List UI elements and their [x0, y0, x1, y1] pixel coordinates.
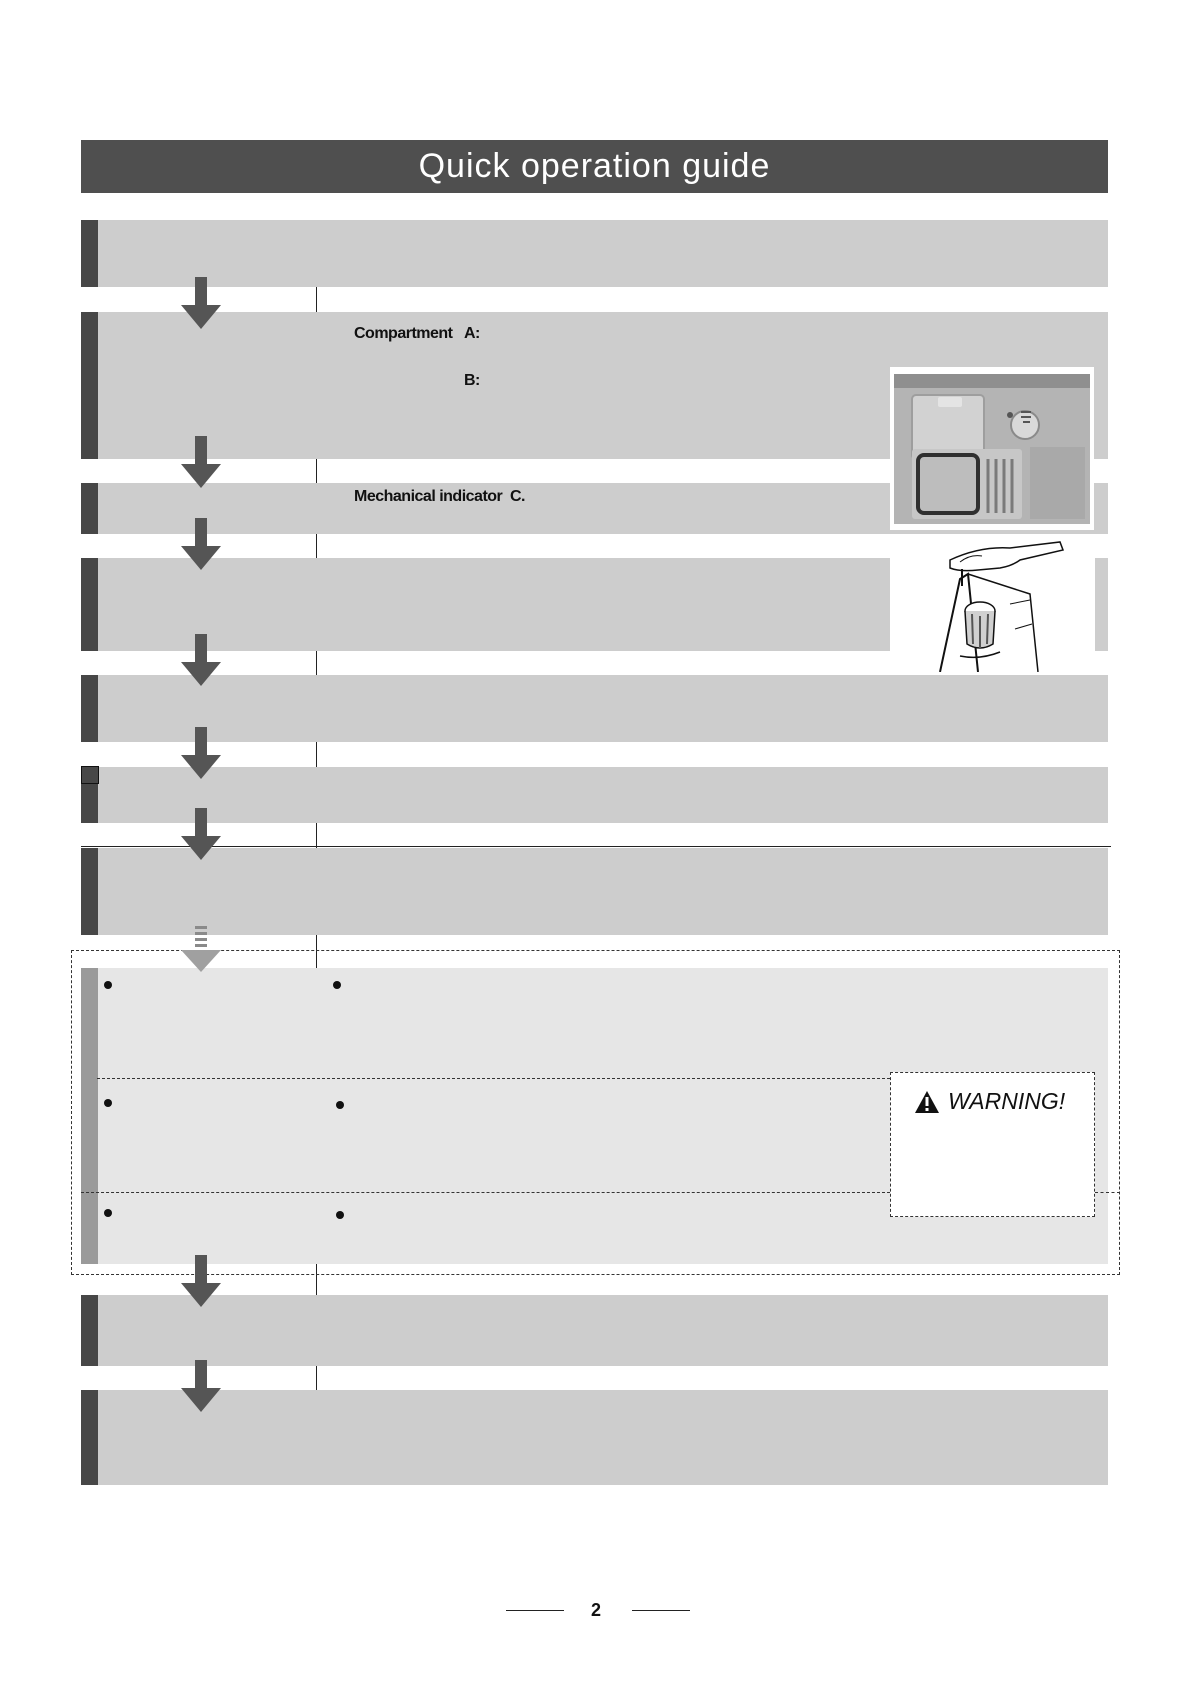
bullet-right-2: [336, 1101, 344, 1109]
bullet-right-1: [333, 981, 341, 989]
step-marker-7: [81, 848, 98, 935]
step-row-9: [81, 1390, 1108, 1485]
bullet-right-3: [336, 1211, 344, 1219]
page-number-line-left: [506, 1610, 564, 1611]
flow-arrow-icon-8: [181, 1360, 221, 1412]
compartment-a-label: A:: [464, 325, 480, 342]
step-row-4-end: [1095, 558, 1108, 651]
page-number: 2: [590, 1600, 601, 1620]
step-marker-1: [81, 220, 98, 287]
indicator-c-label: C.: [510, 488, 525, 505]
compartment-label: Compartment: [354, 325, 453, 342]
step-marker-9: [81, 1390, 98, 1485]
flow-arrow-dashed-icon: [181, 926, 221, 972]
step-marker-3: [81, 483, 98, 534]
filter-illustration-frame: [920, 534, 1070, 672]
flow-arrow-icon-7: [181, 1255, 221, 1307]
flow-arrow-icon-1: [181, 277, 221, 329]
row-separator: [81, 846, 1111, 847]
flow-arrow-icon-3: [181, 518, 221, 570]
step-6-corner-box: [81, 766, 99, 784]
bullet-left-2: [104, 1099, 112, 1107]
step-row-8: [81, 1295, 1108, 1366]
dispenser-photo-frame: [890, 367, 1094, 530]
step-row-7: [81, 848, 1108, 935]
compartment-b-label: B:: [464, 372, 480, 389]
page-number-line-right: [632, 1610, 690, 1611]
step-marker-2: [81, 312, 98, 459]
step-row-1: [81, 220, 1108, 287]
flow-arrow-icon-2: [181, 436, 221, 488]
page-title: Quick operation guide: [81, 140, 1108, 193]
mechanical-indicator-label: Mechanical indicator: [354, 488, 503, 505]
warning-label: WARNING!: [948, 1088, 1066, 1114]
bullet-left-1: [104, 981, 112, 989]
options-divider-2: [81, 1192, 890, 1193]
step-marker-4: [81, 558, 98, 651]
flow-arrow-icon-6: [181, 808, 221, 860]
flow-arrow-icon-5: [181, 727, 221, 779]
warning-triangle-icon: [914, 1090, 940, 1114]
flow-arrow-icon-4: [181, 634, 221, 686]
step-marker-5: [81, 675, 98, 742]
options-divider-1: [97, 1078, 890, 1079]
step-row-6: [81, 767, 1108, 823]
dispenser-photo: [890, 367, 1094, 530]
step-row-5: [81, 675, 1108, 742]
bullet-left-3: [104, 1209, 112, 1217]
options-divider-2-end: [1095, 1192, 1120, 1193]
step-marker-8: [81, 1295, 98, 1366]
filter-illustration: [920, 534, 1070, 672]
